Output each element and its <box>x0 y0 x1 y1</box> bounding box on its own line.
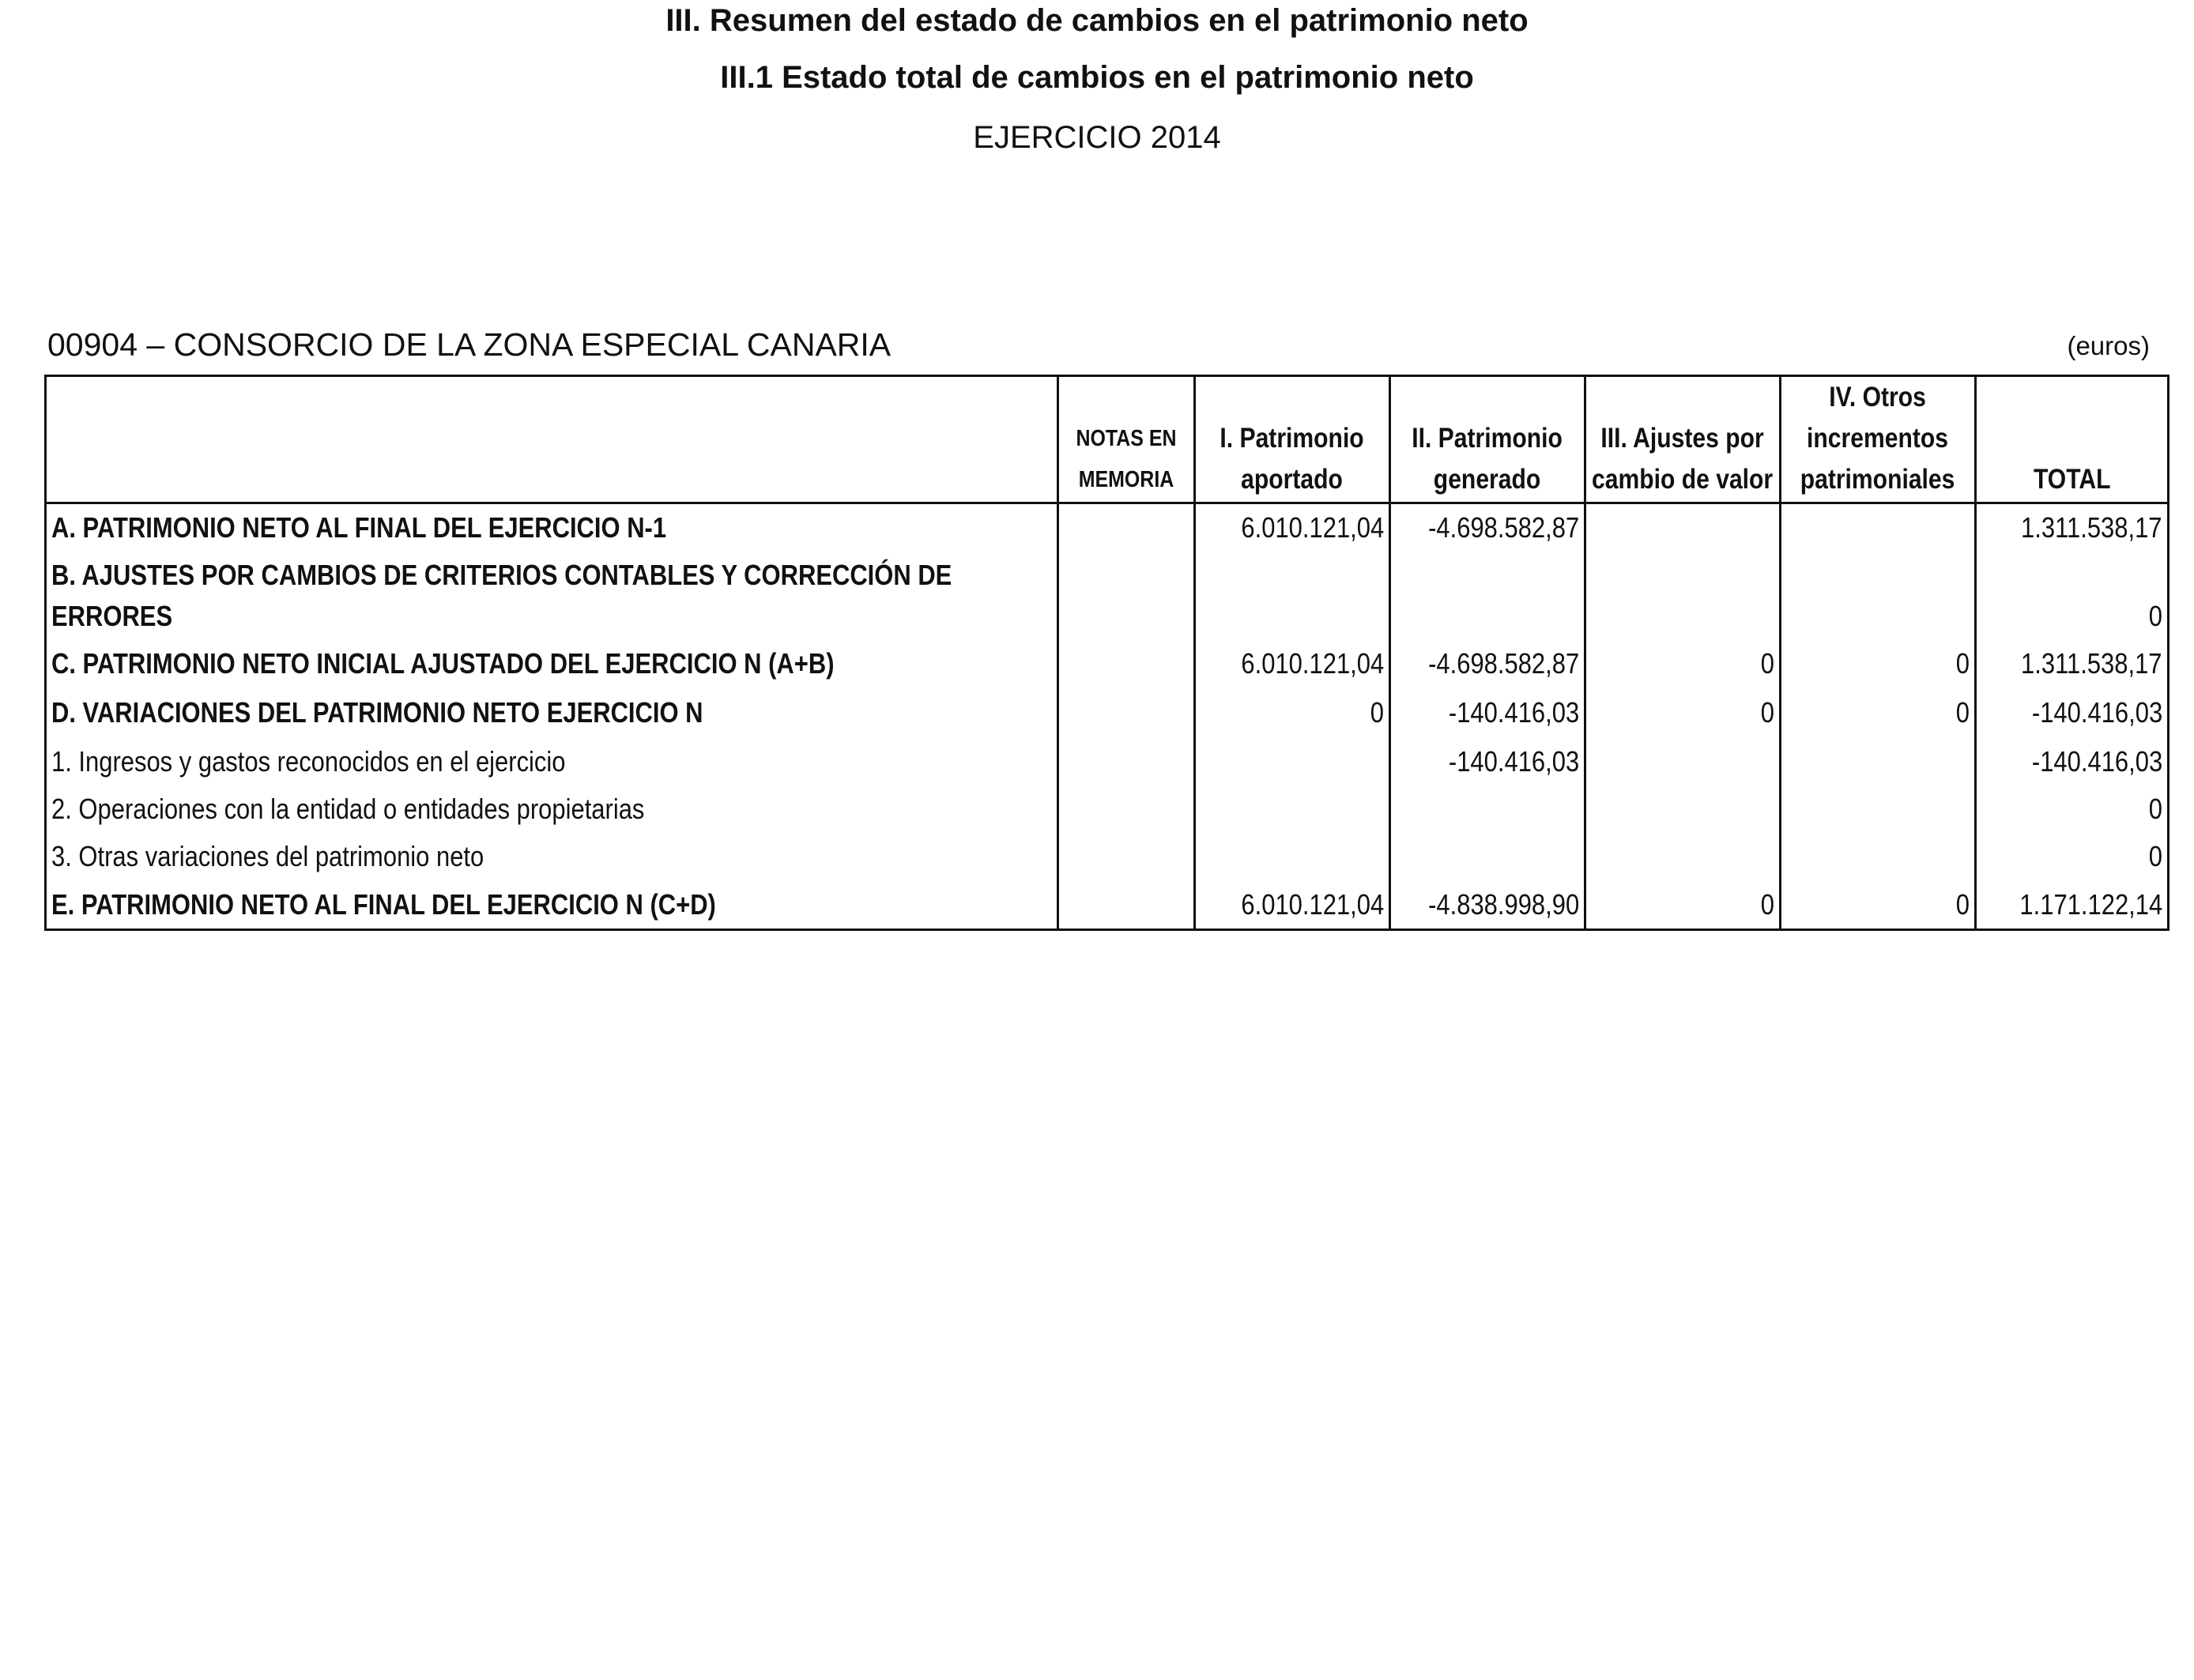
fiscal-year: EJERCICIO 2014 <box>973 120 1221 155</box>
cell-total: -140.416,03 <box>1976 736 2169 785</box>
equity-changes-table <box>44 375 2169 931</box>
cell-notas <box>1058 785 1195 833</box>
cell-generado: -4.838.998,90 <box>1390 880 1585 929</box>
statement-title: III. Resumen del estado de cambios en el patrimonio neto <box>665 3 1529 38</box>
cell-total: 0 <box>1976 833 2169 880</box>
row-label: A. PATRIMONIO NETO AL FINAL DEL EJERCICIO N-1 <box>46 503 1058 552</box>
cell-otros <box>1781 736 1976 785</box>
cell-notas <box>1058 503 1195 552</box>
table-header-row <box>46 376 2169 503</box>
cell-aportado: 0 <box>1195 687 1390 736</box>
entity-name: 00904 – CONSORCIO DE LA ZONA ESPECIAL CANARIA <box>47 326 892 363</box>
cell-generado <box>1390 785 1585 833</box>
cell-total: 0 <box>1976 785 2169 833</box>
cell-otros: 0 <box>1781 880 1976 929</box>
cell-total: 0 <box>1976 552 2169 640</box>
cell-ajustes <box>1585 785 1781 833</box>
cell-ajustes <box>1585 503 1781 552</box>
cell-otros <box>1781 503 1976 552</box>
cell-notas <box>1058 552 1195 640</box>
cell-aportado <box>1195 785 1390 833</box>
cell-notas <box>1058 880 1195 929</box>
table-row-e <box>46 880 2169 929</box>
cell-aportado: 6.010.121,04 <box>1195 880 1390 929</box>
header-otros-incrementos: IV. Otros incrementos patrimoniales <box>1781 376 1976 503</box>
cell-notas <box>1058 833 1195 880</box>
cell-aportado: 6.010.121,04 <box>1195 503 1390 552</box>
cell-notas <box>1058 640 1195 687</box>
cell-otros <box>1781 552 1976 640</box>
row-label: E. PATRIMONIO NETO AL FINAL DEL EJERCICIO N (C+D) <box>46 880 1058 929</box>
table-row-3 <box>46 833 2169 880</box>
header-ajustes-cambio-valor: III. Ajustes por cambio de valor <box>1585 376 1781 503</box>
cell-total: -140.416,03 <box>1976 687 2169 736</box>
table-row-d <box>46 687 2169 736</box>
cell-otros: 0 <box>1781 640 1976 687</box>
header-patrimonio-aportado: I. Patrimonio aportado <box>1195 376 1390 503</box>
cell-total: 1.311.538,17 <box>1976 640 2169 687</box>
cell-total: 1.171.122,14 <box>1976 880 2169 929</box>
cell-otros: 0 <box>1781 687 1976 736</box>
currency-unit: (euros) <box>2067 331 2150 360</box>
cell-aportado <box>1195 833 1390 880</box>
table-row-c <box>46 640 2169 687</box>
row-label: D. VARIACIONES DEL PATRIMONIO NETO EJERCICIO N <box>46 687 1058 736</box>
row-label: B. AJUSTES POR CAMBIOS DE CRITERIOS CONTABLES Y CORRECCIÓN DE ERRORES <box>46 552 1058 640</box>
cell-ajustes <box>1585 736 1781 785</box>
row-label: 3. Otras variaciones del patrimonio neto <box>46 833 1058 880</box>
cell-otros <box>1781 785 1976 833</box>
cell-generado <box>1390 552 1585 640</box>
header-notas-memoria: NOTAS EN MEMORIA <box>1058 376 1195 503</box>
cell-notas <box>1058 687 1195 736</box>
cell-generado: -4.698.582,87 <box>1390 640 1585 687</box>
row-label: 2. Operaciones con la entidad o entidades propietarias <box>46 785 1058 833</box>
table-row-1 <box>46 736 2169 785</box>
header-patrimonio-generado: II. Patrimonio generado <box>1390 376 1585 503</box>
cell-generado <box>1390 833 1585 880</box>
cell-notas <box>1058 736 1195 785</box>
cell-aportado <box>1195 736 1390 785</box>
cell-ajustes <box>1585 552 1781 640</box>
cell-aportado <box>1195 552 1390 640</box>
table-row-2 <box>46 785 2169 833</box>
table-row-a <box>46 503 2169 552</box>
cell-aportado: 6.010.121,04 <box>1195 640 1390 687</box>
row-label: C. PATRIMONIO NETO INICIAL AJUSTADO DEL EJERCICIO N (A+B) <box>46 640 1058 687</box>
cell-generado: -140.416,03 <box>1390 736 1585 785</box>
cell-total: 1.311.538,17 <box>1976 503 2169 552</box>
table-row-b <box>46 552 2169 640</box>
cell-ajustes: 0 <box>1585 687 1781 736</box>
statement-subtitle: III.1 Estado total de cambios en el patrimonio neto <box>720 60 1474 95</box>
cell-ajustes <box>1585 833 1781 880</box>
cell-otros <box>1781 833 1976 880</box>
row-label: 1. Ingresos y gastos reconocidos en el ejercicio <box>46 736 1058 785</box>
header-concept <box>46 376 1058 503</box>
cell-generado: -4.698.582,87 <box>1390 503 1585 552</box>
cell-ajustes: 0 <box>1585 640 1781 687</box>
cell-ajustes: 0 <box>1585 880 1781 929</box>
cell-generado: -140.416,03 <box>1390 687 1585 736</box>
header-total: TOTAL <box>1976 376 2169 503</box>
